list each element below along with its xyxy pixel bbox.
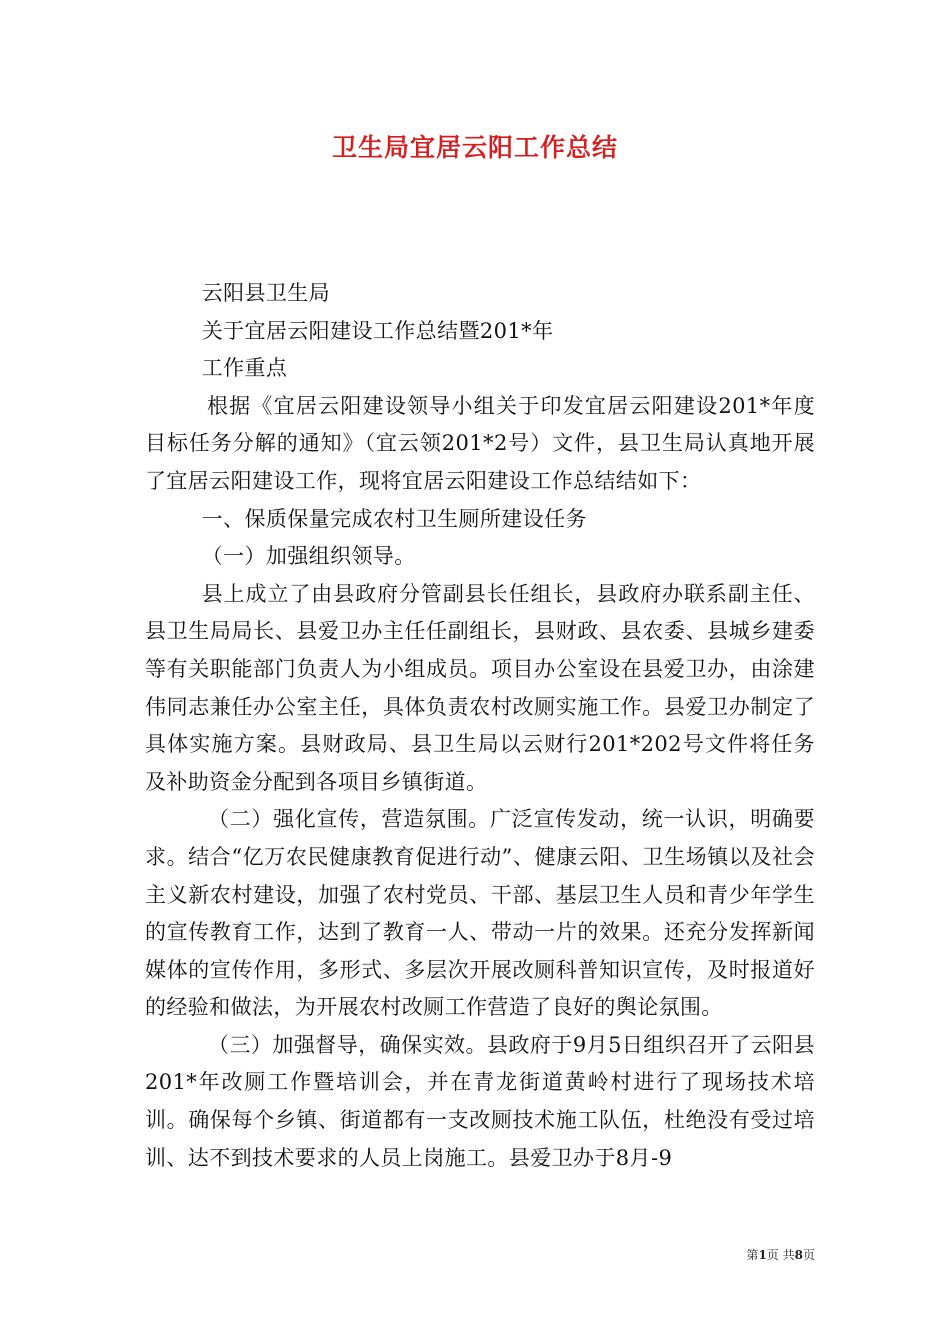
paragraph-issuer: 云阳县卫生局 (201, 281, 331, 305)
page-middle: 页 共 (766, 1248, 795, 1262)
paragraph-organization: 县上成立了由县政府分管副县长任组长，县政府办联系副主任、县卫生局局长、县爱卫办主任任副组长，县财政、县农委、县城乡建委等有关职能部门负责人为小组成员。项目办公室设在县爱卫办，由涂建伟同志兼任办公室主任，具体负责农村改厕实施工作。县爱卫办制定了具体实施方案。县财政局、县卫生局以云财行201*202号文件将任务及补助资金分配到各项目乡镇街道。 (145, 581, 815, 794)
paragraph-subject-line-2: 工作重点 (201, 356, 288, 381)
document-body (145, 275, 815, 1177)
page-number (705, 1246, 815, 1264)
page-suffix: 页 (802, 1248, 815, 1262)
page-prefix: 第 (746, 1248, 759, 1262)
paragraph-subject-line-1: 关于宜居云阳建设工作总结暨201*年 (201, 318, 554, 343)
page-total: 8 (794, 1248, 803, 1262)
paragraph-publicity: （二）强化宣传，营造氛围。广泛宣传发动，统一认识，明确要求。结合“亿万农民健康教育促进行动”、健康云阳、卫生场镇以及社会主义新农村建设，加强了农村党员、干部、基层卫生人员和青少年学生的宣传教育工作，达到了教育一人、带动一片的效果。还充分发挥新闻媒体的宣传作用，多形式、多层次开展改厕科普知识宣传，及时报道好的经验和做法，为开展农村改厕工作营造了良好的舆论氛围。 (145, 807, 815, 1020)
document-title: 卫生局宜居云阳工作总结 (331, 133, 618, 162)
paragraph-supervision: （三）加强督导，确保实效。县政府于9月5日组织召开了云阳县201*年改厕工作暨培训会，并在青龙街道黄岭村进行了现场技术培训。确保每个乡镇、街道都有一支改厕技术施工队伍，杜绝没有受过培训、达不到技术要求的人员上岗施工。县爱卫办于8月-9 (145, 1032, 815, 1170)
section-heading-1: 一、保质保量完成农村卫生厕所建设任务 (201, 506, 587, 531)
paragraph-intro: 根据《宜居云阳建设领导小组关于印发宜居云阳建设201*年度目标任务分解的通知》（宜云领201*2号）文件，县卫生局认真地开展了宜居云阳建设工作，现将宜居云阳建设工作总结结如下： (145, 393, 815, 493)
subsection-heading-1: （一）加强组织领导。 (201, 544, 416, 569)
page-current: 1 (758, 1248, 767, 1262)
